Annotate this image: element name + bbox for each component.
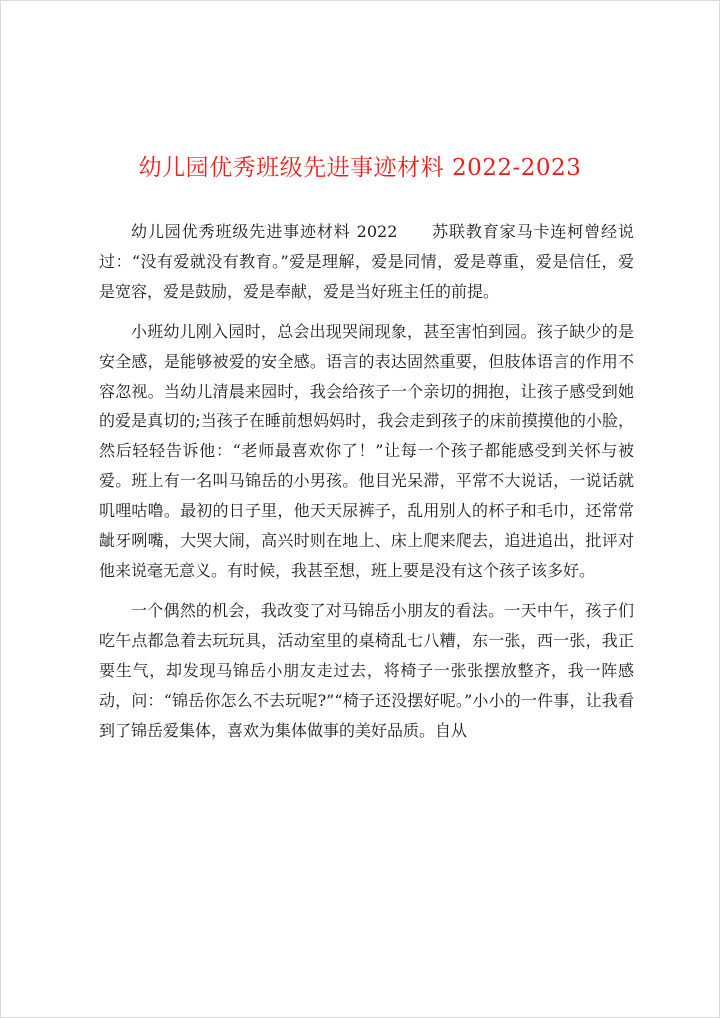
paragraph-1: 幼儿园优秀班级先进事迹材料 2022 苏联教育家马卡连柯曾经说过：“没有爱就没有教育。”爱是理解，爱是同情，爱是尊重，爱是信任，爱是宽容，爱是鼓励，爱是奉献，爱是当好班主任的前提。 [99,222,634,301]
document-body [99,217,634,745]
paragraph-3: 一个偶然的机会，我改变了对马锦岳小朋友的看法。一天中午，孩子们吃午点都急着去玩玩具，活动室里的桌椅乱七八糟，东一张，西一张，我正要生气，却发现马锦岳小朋友走过去，将椅子一张张摆放整齐，我一阵感动，问：“锦岳你怎么不去玩呢?”“椅子还没摆好呢。”小小的一件事，让我看到了锦岳爱集体，喜欢为集体做事的美好品质。自从 [99,600,634,740]
paragraph-2: 小班幼儿刚入园时，总会出现哭闹现象，甚至害怕到园。孩子缺少的是安全感，是能够被爱的安全感。语言的表达固然重要，但肢体语言的作用不容忽视。当幼儿清晨来园时，我会给孩子一个亲切的拥抱，让孩子感受到她的爱是真切的;当孩子在睡前想妈妈时，我会走到孩子的床前摸摸他的小脸，然后轻轻告诉他：“老师最喜欢你了！”让每一个孩子都能感受到关怀与被爱。班上有一名叫马锦岳的小男孩。他目光呆滞，平常不大说话，一说话就叽哩咕噜。最初的日子里，他天天尿裤子，乱用别人的杯子和毛巾，还常常龇牙咧嘴，大哭大闹，高兴时则在地上、床上爬来爬去，追进追出，批评对他来说毫无意义。有时候，我甚至想，班上要是没有这个孩子该多好。 [99,321,634,580]
document-title: 幼儿园优秀班级先进事迹材料 2022-2023 [138,155,582,181]
